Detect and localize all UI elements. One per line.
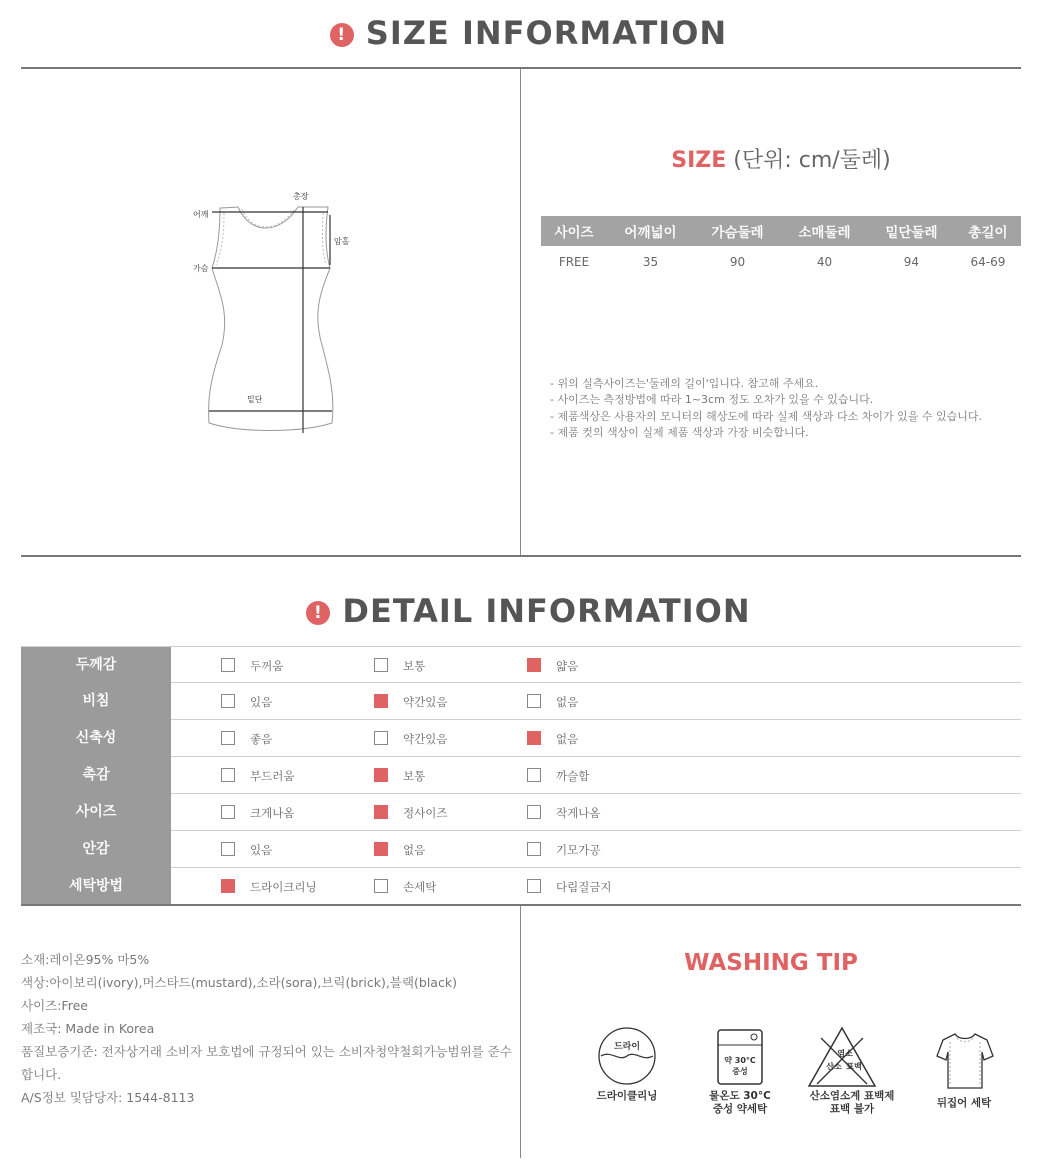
table-header-cell: 밑단둘레 [868,216,955,246]
detail-row-label: 사이즈 [21,794,171,831]
divider [520,906,521,1158]
detail-row-label: 신축성 [21,720,171,757]
unchecked-box-icon [221,658,235,672]
table-header-cell: 가슴둘레 [694,216,781,246]
wash-30-icon-text-1: 약 30°C [724,1056,756,1065]
size-table [541,216,1021,278]
detail-option-label: 약간있음 [403,695,448,709]
size-title-text: SIZE INFORMATION [365,14,728,52]
table-header-cell: 소매둘레 [781,216,868,246]
checked-box-icon [374,768,388,782]
detail-option [527,694,578,708]
dry-clean-icon-text: 드라이 [613,1042,641,1052]
inside-out-icon [935,1030,995,1096]
wash-label-30 [700,1090,780,1116]
size-notes [550,376,982,441]
info-origin: 제조국: Made in Korea [21,1021,155,1036]
detail-option-label: 없음 [403,843,426,857]
detail-option [374,805,447,819]
table-header-cell: 총길이 [955,216,1021,246]
detail-option [527,879,612,893]
table-row [541,246,1021,278]
detail-option [527,805,600,819]
detail-option [374,694,447,708]
table-cell: 94 [903,255,920,269]
product-info [21,948,516,1109]
wash-label-line: 표백 불가 [829,1103,875,1115]
info-warranty: 품질보증기준: 전자상거래 소비자 보호법에 규정되어 있는 소비자청약철회가능범위를 준수합니다. [21,1044,512,1082]
detail-option [221,658,283,672]
detail-row [21,868,1021,905]
divider [21,67,1021,69]
detail-row [21,831,1021,868]
detail-option [374,658,425,672]
checked-box-icon [374,842,388,856]
size-title-main: SIZE [671,148,727,173]
detail-option [221,805,294,819]
detail-row [21,794,1021,831]
checked-box-icon [527,658,541,672]
table-header-cell: 어깨넓이 [607,216,694,246]
washing-tip-title: WASHING TIP [684,950,858,976]
detail-option-label: 까슬함 [556,769,590,783]
alert-icon: ! [330,23,354,47]
detail-option-label: 정사이즈 [403,806,448,820]
note-line: - 사이즈는 측정방법에 따라 1~3cm 정도 오차가 있을 수 있습니다. [550,393,874,407]
detail-option-label: 얇음 [556,659,579,673]
detail-row-label: 안감 [21,831,171,868]
no-bleach-icon-text-1: 염소 [837,1049,853,1058]
unchecked-box-icon [374,731,388,745]
detail-option [527,842,600,856]
wash-30-icon-text-2: 중성 [732,1067,748,1076]
detail-option-label: 있음 [250,695,273,709]
detail-row [21,683,1021,720]
detail-option [527,658,578,672]
wash-label-dry [587,1090,667,1103]
divider [21,904,1021,906]
info-size: 사이즈:Free [21,998,88,1013]
wash-label-line: 물온도 30°C [709,1090,771,1102]
detail-option-label: 두꺼움 [250,659,284,673]
no-bleach-icon [807,1026,877,1092]
chest-label: 가슴 [193,264,209,273]
unchecked-box-icon [374,658,388,672]
sleeveless-dress-icon [180,185,360,445]
unchecked-box-icon [221,731,235,745]
detail-option-label: 작게나옴 [556,806,601,820]
detail-title-text: DETAIL INFORMATION [342,592,751,630]
detail-option [221,879,317,893]
alert-icon: ! [306,601,330,625]
unchecked-box-icon [221,842,235,856]
detail-option-label: 보통 [403,659,426,673]
detail-row [21,720,1021,757]
detail-table [21,646,1021,905]
no-bleach-icon-text-3: 표백 [846,1062,862,1071]
note-line: - 제품 컷의 색상이 실제 제품 색상과 가장 비슷합니다. [550,425,809,439]
detail-option [374,768,425,782]
info-material: 소재:레이온95% 마5% [21,952,150,967]
size-table-title [541,143,1021,174]
wash-label-line: 드라이클리닝 [596,1090,658,1102]
unchecked-box-icon [374,879,388,893]
detail-row-label: 세탁방법 [21,868,171,905]
checked-box-icon [374,805,388,819]
detail-option-label: 약간있음 [403,732,448,746]
detail-option [374,842,425,856]
detail-row-label: 두께감 [21,647,171,684]
table-cell: 35 [642,255,659,269]
detail-option-label: 보통 [403,769,426,783]
armhole-label: 암홀 [334,237,350,246]
wash-30-icon [717,1029,763,1089]
detail-option-label: 있음 [250,843,273,857]
detail-option [374,731,447,745]
info-colors: 색상:아이보리(ivory),머스타드(mustard),소라(sora),브릭(brick),블랙(black) [21,975,457,990]
length-label: 총장 [293,192,309,201]
garment-diagram [180,185,360,445]
detail-option [221,842,272,856]
divider [21,555,1021,557]
divider [520,69,521,555]
info-as: A/S정보 및담당자: 1544-8113 [21,1090,195,1105]
detail-option-label: 기모가공 [556,843,601,857]
checked-box-icon [221,879,235,893]
wash-label-line: 뒤집어 세탁 [936,1097,992,1109]
unchecked-box-icon [527,768,541,782]
hem-label: 밑단 [247,395,263,404]
wash-label-inside-out [924,1097,1004,1110]
dry-clean-icon [597,1026,657,1090]
detail-option [527,731,578,745]
detail-option-label: 다림질금지 [556,880,612,894]
size-table-header [541,216,1021,246]
size-title-unit: (단위: cm/둘레) [733,148,891,173]
shoulder-label: 어깨 [193,210,209,219]
unchecked-box-icon [527,694,541,708]
detail-option-label: 크게나옴 [250,806,295,820]
detail-row [21,757,1021,794]
table-cell: 64-69 [970,255,1006,269]
note-line: - 위의 실측사이즈는'둘레의 길이'입니다. 참고해 주세요. [550,377,819,390]
table-cell: 40 [816,255,833,269]
table-header-cell: 사이즈 [541,216,607,246]
unchecked-box-icon [527,879,541,893]
detail-section-title [0,592,1057,630]
table-cell: FREE [558,255,590,269]
detail-option [374,879,436,893]
note-line: - 제품색상은 사용자의 모니터의 해상도에 따라 실제 색상과 다소 차이가 있을 수 있습니다. [550,409,982,423]
size-section-title [0,14,1057,52]
detail-option-label: 없음 [556,732,579,746]
detail-option-label: 없음 [556,695,579,709]
unchecked-box-icon [527,805,541,819]
checked-box-icon [374,694,388,708]
wash-label-line: 산소염소계 표백제 [809,1090,895,1102]
detail-option-label: 부드러움 [250,769,295,783]
detail-option [527,768,589,782]
detail-row [21,646,1021,683]
unchecked-box-icon [221,805,235,819]
detail-option [221,768,294,782]
unchecked-box-icon [527,842,541,856]
detail-option-label: 좋음 [250,732,273,746]
detail-option [221,731,272,745]
no-bleach-icon-text-2: 산소 [826,1062,842,1071]
detail-option-label: 드라이크리닝 [250,880,317,894]
unchecked-box-icon [221,768,235,782]
detail-option-label: 손세탁 [403,880,437,894]
wash-label-bleach [797,1090,907,1116]
detail-row-label: 촉감 [21,757,171,794]
detail-row-label: 비침 [21,683,171,720]
wash-label-line: 중성 약세탁 [712,1103,768,1115]
table-cell: 90 [729,255,746,269]
detail-option [221,694,272,708]
unchecked-box-icon [221,694,235,708]
checked-box-icon [527,731,541,745]
